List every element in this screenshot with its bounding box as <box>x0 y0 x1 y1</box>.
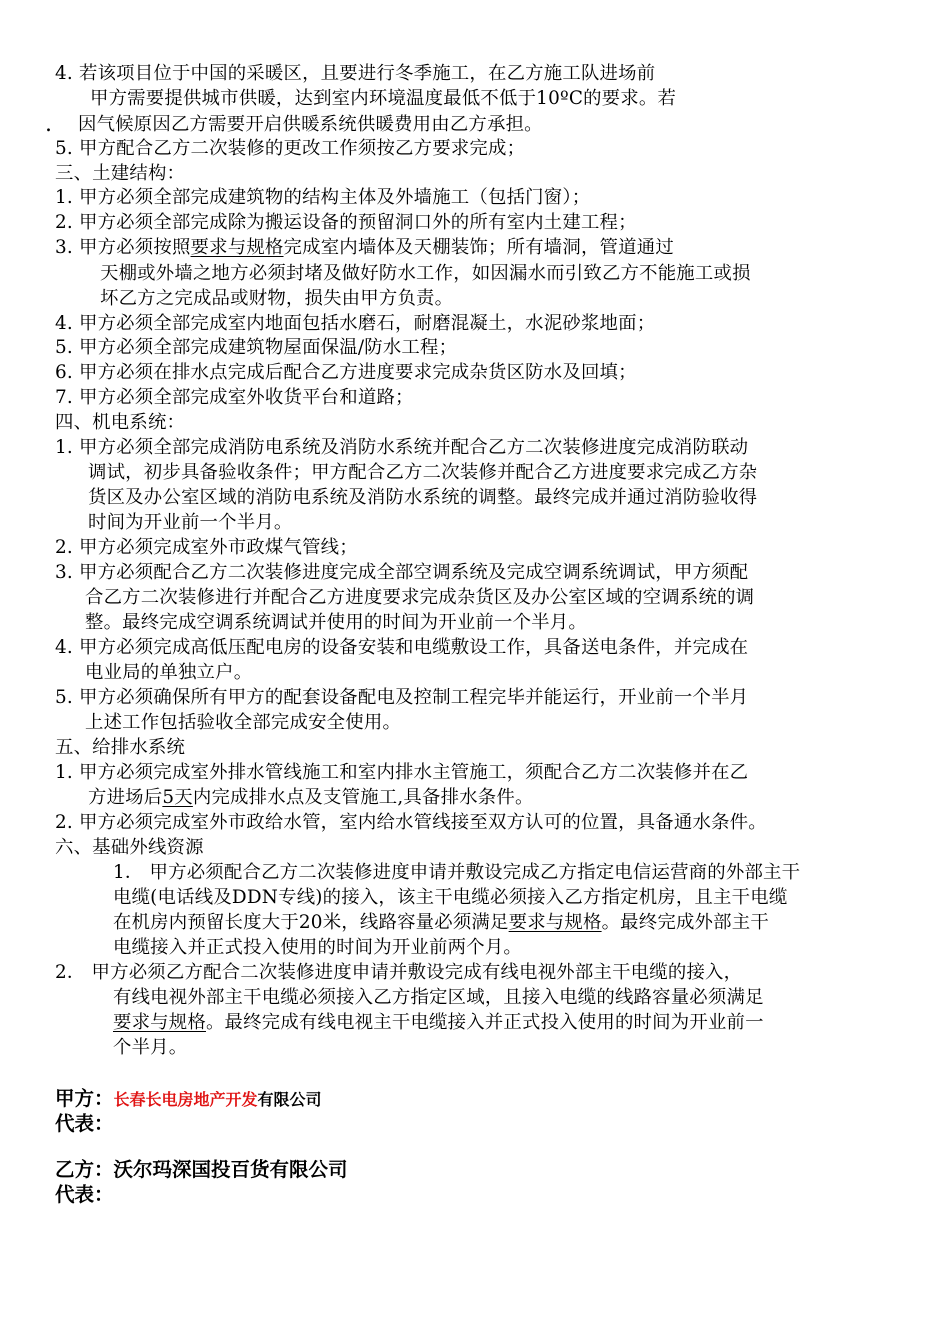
text-line <box>85 711 401 735</box>
text-line <box>88 486 757 510</box>
underlined-term: 5天 <box>162 787 193 808</box>
text-segment: 4. 甲方必须全部完成室内地面包括水磨石，耐磨混凝土，水泥砂浆地面； <box>55 313 656 334</box>
text-line <box>55 137 525 161</box>
text-segment: 电缆接入并正式投入使用的时间为开业前两个月。 <box>113 937 522 958</box>
text-line <box>55 312 655 336</box>
text-segment: 5. 甲方必须确保所有甲方的配套设备配电及控制工程完毕并能运行，开业前一个半月 <box>55 687 749 708</box>
text-segment: 3. 甲方必须按照 <box>55 237 191 258</box>
text-segment: 五、给排水系统 <box>55 737 186 758</box>
text-segment: 4. 若该项目位于中国的采暖区，且要进行冬季施工，在乙方施工队进场前 <box>55 63 656 84</box>
party-b-name: 沃尔玛深国投百货有限公司 <box>113 1158 348 1181</box>
text-segment: 完成室内墙体及天棚装饰；所有墙洞，管道通过 <box>283 237 674 258</box>
text-line <box>55 62 655 86</box>
text-line <box>55 836 204 860</box>
text-segment: 2． 甲方必须乙方配合二次装修进度申请并敷设完成有线电视外部主干电缆的接入， <box>55 962 743 983</box>
text-segment: 2. 甲方必须完成室外市政给水管，室内给水管线接至双方认可的位置，具备通水条件。 <box>55 812 767 833</box>
underlined-term: 要求与规格 <box>113 1012 206 1033</box>
text-segment: 1. 甲方必须完成室外排水管线施工和室内排水主管施工，须配合乙方二次装修并在乙 <box>55 762 749 783</box>
text-segment: 2. 甲方必须完成室外市政煤气管线； <box>55 537 358 558</box>
text-line <box>100 287 453 311</box>
text-segment: 时间为开业前一个半月。 <box>88 512 293 533</box>
text-segment: 坏乙方之完成品或财物，损失由甲方负责。 <box>100 288 454 309</box>
text-segment: 1. 甲方必须全部完成建筑物的结构主体及外墙施工（包括门窗）； <box>55 187 591 208</box>
text-segment: 合乙方二次装修进行并配合乙方进度要求完成杂货区及办公室区域的空调系统的调 <box>85 587 755 608</box>
text-line <box>55 211 637 235</box>
text-line <box>88 786 534 810</box>
text-segment: 电缆(电话线及DDN专线)的接入，该主干电缆必须接入乙方指定机房，且主干电缆 <box>113 887 788 908</box>
text-line <box>55 686 748 710</box>
text-segment: 天棚或外墙之地方必须封堵及做好防水工作，如因漏水而引致乙方不能施工或损 <box>100 263 751 284</box>
text-segment: 3. 甲方必须配合乙方二次装修进度完成全部空调系统及完成空调系统调试，甲方须配 <box>55 562 749 583</box>
party-a-name-red: 长春长电房地产开发 <box>113 1090 258 1109</box>
text-segment: 调试，初步具备验收条件；甲方配合乙方二次装修并配合乙方进度要求完成乙方杂 <box>88 462 758 483</box>
text-segment: 整。最终完成空调系统调试并使用的时间为开业前一个半月。 <box>85 612 587 633</box>
text-segment: 内完成排水点及支管施工,具备排水条件。 <box>192 787 534 808</box>
text-line <box>113 886 787 910</box>
party-a-label: 甲方： <box>55 1087 114 1110</box>
text-line <box>85 586 754 610</box>
text-segment: 。最终完成外部主干 <box>601 912 769 933</box>
text-line <box>85 661 252 685</box>
text-segment: 三、土建结构： <box>55 163 186 184</box>
underlined-term: 要求与规格 <box>508 912 602 933</box>
text-segment: 货区及办公室区域的消防电系统及消防水系统的调整。最终完成并通过消防验收得 <box>88 487 758 508</box>
text-line <box>55 361 637 385</box>
text-line <box>90 87 676 111</box>
party-a-name-rest: 有限公司 <box>257 1090 322 1109</box>
text-segment: 4. 甲方必须完成高低压配电房的设备安装和电缆敷设工作，具备送电条件，并完成在 <box>55 637 749 658</box>
text-line <box>55 736 185 760</box>
representative-b-label: 代表： <box>55 1183 114 1206</box>
text-segment: 在机房内预留长度大于20米，线路容量必须满足 <box>113 912 509 933</box>
text-line <box>55 186 590 210</box>
text-segment: 1． 甲方必须配合乙方二次装修进度申请并敷设完成乙方指定电信运营商的外部主干 <box>113 862 801 883</box>
text-line <box>100 262 751 286</box>
party-b-line <box>55 1157 348 1183</box>
text-line <box>55 811 767 835</box>
text-segment: 电业局的单独立户。 <box>85 662 253 683</box>
text-segment: 六、基础外线资源 <box>55 837 204 858</box>
text-segment: 6. 甲方必须在排水点完成后配合乙方进度要求完成杂货区防水及回填； <box>55 362 637 383</box>
text-line <box>55 561 748 585</box>
text-segment: 个半月。 <box>113 1037 188 1058</box>
text-line <box>88 511 293 535</box>
text-line <box>113 911 769 935</box>
text-segment: 7. 甲方必须全部完成室外收货平台和道路； <box>55 387 414 408</box>
text-segment: 甲方需要提供城市供暖，达到室内环境温度最低不低于10ºC的要求。若 <box>90 88 677 109</box>
text-line <box>88 461 757 485</box>
text-line <box>55 961 742 985</box>
text-line <box>113 986 764 1010</box>
text-line <box>55 411 185 435</box>
text-segment: 5. 甲方必须全部完成建筑物屋面保温/防水工程； <box>55 337 458 358</box>
text-line <box>55 386 414 410</box>
text-segment: 方进场后 <box>88 787 163 808</box>
text-segment: 2. 甲方必须全部完成除为搬运设备的预留洞口外的所有室内土建工程； <box>55 212 637 233</box>
text-segment: 四、机电系统： <box>55 412 186 433</box>
party-b-label: 乙方： <box>55 1158 114 1181</box>
text-line <box>85 611 587 635</box>
text-line <box>113 1011 764 1035</box>
text-line <box>55 761 748 785</box>
text-segment: 有线电视外部主干电缆必须接入乙方指定区域，且接入电缆的线路容量必须满足 <box>113 987 764 1008</box>
text-segment: 因气候原因乙方需要开启供暖系统供暖费用由乙方承担。 <box>78 114 543 135</box>
text-line <box>55 636 748 660</box>
underlined-term: 要求与规格 <box>190 237 284 258</box>
text-segment: 5. 甲方配合乙方二次装修的更改工作须按乙方要求完成； <box>55 138 526 159</box>
text-line <box>55 236 674 260</box>
text-segment: 。最终完成有线电视主干电缆接入并正式投入使用的时间为开业前一 <box>205 1012 764 1033</box>
text-line <box>113 861 800 885</box>
text-segment: 1. 甲方必须全部完成消防电系统及消防水系统并配合乙方二次装修进度完成消防联动 <box>55 437 749 458</box>
representative-a-label: 代表： <box>55 1112 114 1135</box>
text-line <box>55 436 748 460</box>
margin-mark: . <box>45 112 52 137</box>
party-a-line <box>55 1086 322 1113</box>
text-segment: 上述工作包括验收全部完成安全使用。 <box>85 712 402 733</box>
text-line <box>113 1036 187 1060</box>
text-line <box>113 936 522 960</box>
text-line <box>78 113 543 137</box>
text-line <box>55 336 457 360</box>
text-line <box>55 536 358 560</box>
text-line <box>55 162 185 186</box>
